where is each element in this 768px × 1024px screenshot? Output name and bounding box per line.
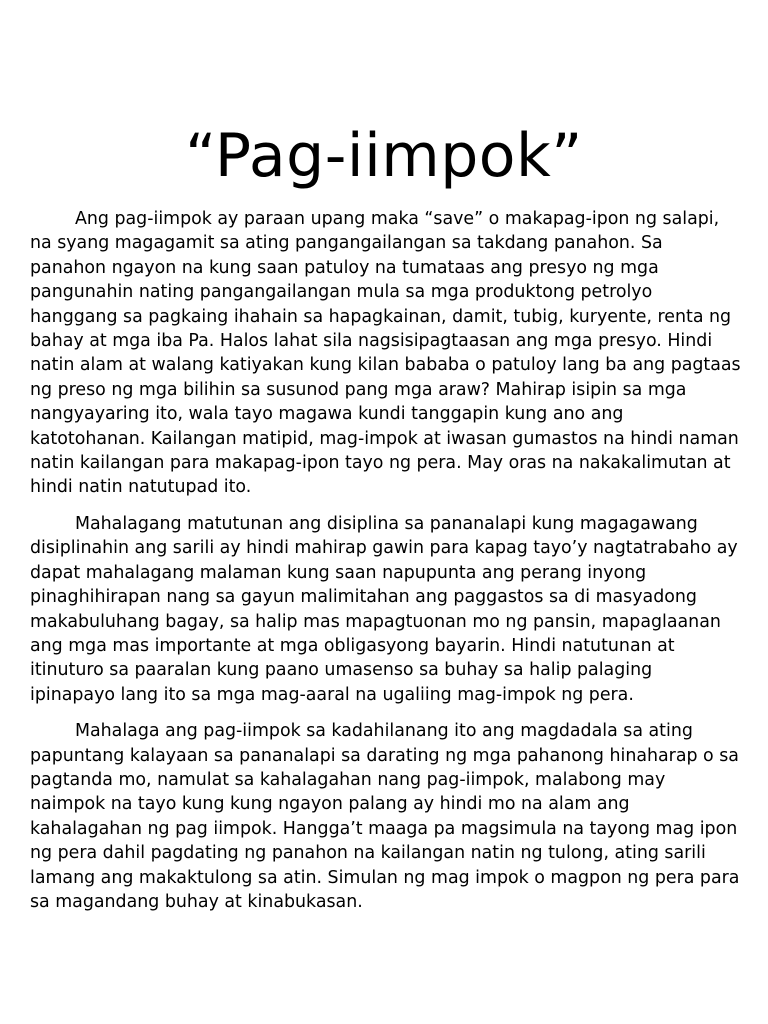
document-body bbox=[30, 207, 742, 926]
document-title: “Pag-iimpok” bbox=[185, 121, 583, 191]
paragraph-3: Mahalaga ang pag-iimpok sa kadahilanang ito ang magdadala sa ating papuntang kalayaan sa pananalapi sa darating ng mga pahanong hinaharap o sa pagtanda mo, namulat sa kahalagahan nang pag-iimpok, malabong may naimpok na tayo kung kung ngayon palang ay hindi mo na alam ang kahalagahan ng pag iimpok. Hangga’t maaga pa magsimula na tayong mag ipon ng pera dahil pagdating ng panahon na kailangan natin ng tulong, ating sarili lamang ang makaktulong sa atin. Simulan ng mag impok o magpon ng pera para sa magandang buhay at kinabukasan. bbox=[30, 721, 740, 912]
paragraph-1: Ang pag-iimpok ay paraan upang maka “save” o makapag-ipon ng salapi, na syang magagamit sa ating pangangailangan sa takdang panahon. Sa panahon ngayon na kung saan patuloy na tumataas ang presyo ng mga pangunahin nating pangangailangan mula sa mga produktong petrolyo hanggang sa pagkaing ihahain sa hapagkainan, damit, tubig, kuryente, renta ng bahay at mga iba Pa. Halos lahat sila nagsisipagtaasan ang mga presyo. Hindi natin alam at walang katiyakan kung kilan bababa o patuloy lang ba ang pagtaas ng preso ng mga bilihin sa susunod pang mga araw? Mahirap isipin sa mga nangyayaring ito, wala tayo magawa kundi tanggapin kung ano ang katotohanan. Kailangan matipid, mag-impok at iwasan gumastos na hindi naman natin kailangan para makapag-ipon tayo ng pera. May oras na nakakalimutan at hindi natin natutupad ito. bbox=[30, 209, 741, 498]
paragraph-2: Mahalagang matutunan ang disiplina sa pananalapi kung magagawang disiplinahin ang sarili ay hindi mahirap gawin para kapag tayo’y nagtatrabaho ay dapat mahalagang malaman kung saan napupunta ang perang inyong pinaghihirapan nang sa gayun malimitahan ang paggastos sa di masyadong makabuluhang bagay, sa halip mas mapagtuonan mo ng pansin, mapaglaanan ang mga mas importante at mga obligasyong bayarin. Hindi natutunan at itinuturo sa paaralan kung paano umasenso sa buhay sa halip palaging ipinapayo lang ito sa mga mag-aaral na ugaliing mag-impok ng pera. bbox=[30, 513, 738, 705]
